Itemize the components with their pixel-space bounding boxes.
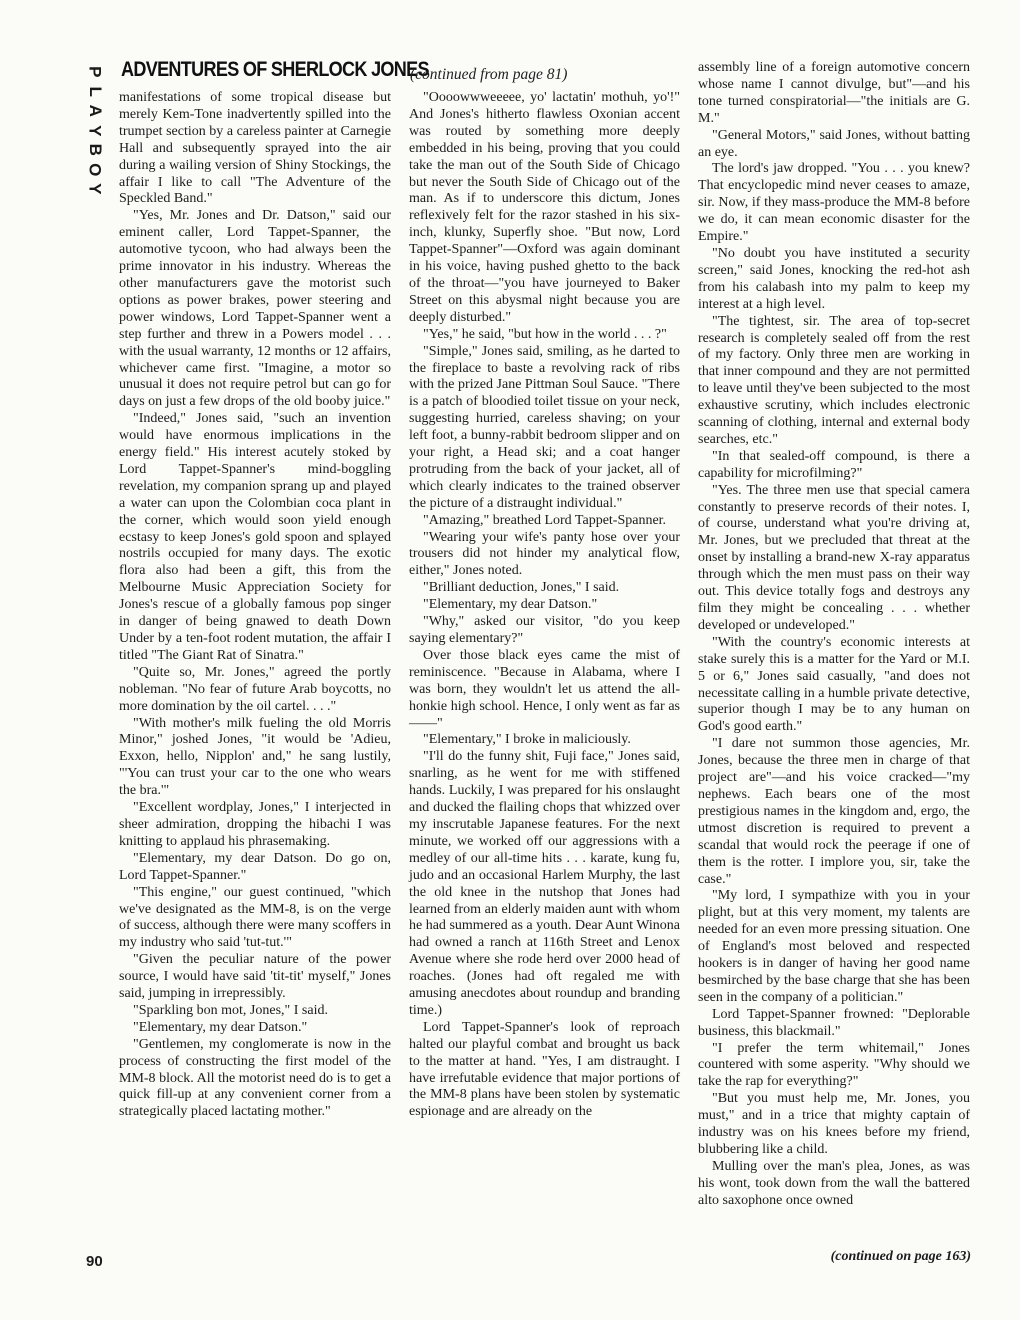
paragraph: "No doubt you have instituted a security screen," said Jones, knocking the red-hot ash from his calabash into my palm to keep my interest at a high level. [698,245,970,312]
magazine-letter: L [85,86,105,97]
paragraph: "Yes," he said, "but how in the world . . . ?" [423,326,667,342]
magazine-letter: A [85,104,105,117]
paragraph: Lord Tappet-Spanner's look of reproach halted our playful combat and brought us back to the matter at hand. "Yes, I am distraught. I have irrefutable evidence that major portions of the MM-8 plans have been stolen by systematic espionage and are already on the [409,1019,680,1120]
magazine-letter: P [85,66,105,78]
paragraph: "Elementary, my dear Datson." [133,1019,308,1035]
paragraph: "Amazing," breathed Lord Tappet-Spanner. [423,512,667,528]
paragraph: "Sparkling bon mot, Jones," I said. [133,1002,328,1018]
paragraph: "With the country's economic interests at stake surely this is a matter for the Yard or M.I. 5 or 6," Jones said casually, "and does not necessitate calling in a humble private detective, superior though I may be to any human on God's good earth." [698,634,970,735]
paragraph: "Oooowwweeeee, yo' lactatin' mothuh, yo'!" And Jones's hitherto flawless Oxonian accent was routed by something more deeply embedded in his being, proving that you could take the man out of the South Side of Chicago but never the South Side of Chicago out of the man. As if to underscore this dictum, Jones reflexively felt for the razor stashed in his six-inch, klunky, Superfly shoe. "But now, Lord Tappet-Spanner"—Oxford was again dominant in his voice, having pushed ghetto to the back of the throat—"you have journeyed to Baker Street on this abysmal night because you are deeply disturbed." [409,90,680,325]
text-column-1 [119,90,391,1121]
magazine-letter: B [85,143,105,156]
paragraph: "Elementary," I broke in maliciously. [423,732,631,748]
paragraph: "Elementary, my dear Datson." [423,597,598,613]
paragraph: "Elementary, my dear Datson. Do go on, Lord Tappet-Spanner." [119,850,391,883]
text-column-2 [409,90,680,1121]
magazine-name-vertical [84,62,106,199]
paragraph: Mulling over the man's plea, Jones, as was his wont, took down from the wall the battered alto saxophone once owned [698,1158,970,1208]
paragraph: "Indeed," Jones said, "such an invention would have enormous implications in the energy field." His interest acutely stoked by Lord Tappet-Spanner's mind-boggling revelation, my companion sprang up and played a water can upon the Colombian coca plant in the corner, which would soon yield enough ecstasy to keep Jones's gold spoon and splayed nostrils occupied for many days. The exotic flora also had been a gift, this from the Melbourne Music Appreciation Society for Jones's rescue of a globally famous pop singer in danger of being gnawed to death Down Under by a ten-foot rodent mutation, the affair I titled "The Giant Rat of Sinatra." [119,411,391,663]
paragraph: "Gentlemen, my conglomerate is now in the process of constructing the first model of the MM-8 block. All the motorist need do is to get a quick fill-up at any convenient corner from a strategically placed lactating mother." [119,1036,391,1120]
paragraph: "I dare not summon those agencies, Mr. Jones, because the three men in charge of that project are"—and his voice cracked—"my nephews. Each bears one of the most prestigious names in the kingdom and, ergo, the utmost discretion is required to prevent a scandal that would rock the peerage if one of them is the rotter. I implore you, sir, take the case." [698,736,970,887]
paragraph: "Simple," Jones said, smiling, as he darted to the fireplace to baste a revolving rack of ribs with the prized Jane Pittman Soul Sauce. "There is a patch of bloodied toilet tissue on your neck, suggesting hurried, careless shaving; on your left foot, a bunny-rabbit bedroom slipper and on your right, a Head ski; and a coat hanger protruding from the back of your jacket, all of which clearly indicates to the trained observer the picture of a distraught individual." [409,343,680,511]
paragraph: assembly line of a foreign automotive concern whose name I cannot divulge, but"—and his tone turned conspiratorial—"the initials are G. M." [698,60,970,126]
paragraph: Lord Tappet-Spanner frowned: "Deplorable business, this blackmail." [698,1006,970,1039]
paragraph: "I prefer the term whitemail," Jones countered with some asperity. "Why should we take the rap for everything?" [698,1040,970,1090]
magazine-letter: O [85,162,105,176]
continued-on-note: (continued on page 163) [830,1249,971,1264]
paragraph: "But you must help me, Mr. Jones, you must," and in a trice that mighty captain of industry was on his knees before my friend, blubbering like a child. [698,1091,970,1157]
page-number: 90 [86,1253,103,1270]
paragraph: "Yes. The three men use that special camera constantly to preserve records of their notes. I, of course, understand what you're driving at, Mr. Jones, but we precluded that threat at the onset by installing a brand-new X-ray apparatus through which the men must pass on their way out. This device totally fogs and destroys any film they might be concealing . . . whether developed or undeveloped." [698,482,970,633]
paragraph: manifestations of some tropical disease but merely Kem-Tone inadvertently spilled into the trumpet section by a careless painter at Carnegie Hall and subsequently sprayed into the air during a wailing version of Shiny Stockings, the affair I like to call "The Adventure of the Speckled Band." [119,90,391,207]
paragraph: "In that sealed-off compound, is there a capability for microfilming?" [698,448,970,481]
continued-from-note: (continued from page 81) [410,66,568,83]
paragraph: Over those black eyes came the mist of reminiscence. "Because in Alabama, where I was born, they wouldn't let us attend the all-honkie high school. Hence, I only went as far as——" [409,647,680,731]
paragraph: "Quite so, Mr. Jones," agreed the portly nobleman. "No fear of future Arab boycotts, no more domination by the oil cartel. . . ." [119,664,391,714]
paragraph: "Brilliant deduction, Jones," I said. [423,580,620,596]
paragraph: "Yes, Mr. Jones and Dr. Datson," said our eminent caller, Lord Tappet-Spanner, the automotive tycoon, who had always been the prime innovator in his industry. Whereas the other manufacturers gave the motorist such options as power brakes, power steering and power windows, Lord Tappet-Spanner went a step further and threw in a Powers model . . . with the usual warranty, 12 months or 12 affairs, whichever came first. "Imagine, a motor so unusual it does not require petrol but can go for days on just a few drops of the old booby juice." [119,208,391,410]
paragraph: "This engine," our guest continued, "which we've designated as the MM-8, is on the verge of success, although there were many scoffers in my industry who said 'tut-tut.'" [119,884,391,951]
paragraph: "Why," asked our visitor, "do you keep saying elementary?" [409,614,680,646]
article-title: ADVENTURES OF SHERLOCK JONES [121,58,429,81]
magazine-letter: Y [85,124,105,136]
paragraph: "The tightest, sir. The area of top-secret research is completely sealed off from the rest of my factory. Only three men are working in that inner compound and they are not permitted to leave until they've been subjected to the most exhaustive scrutiny, which includes electronic scanning of clothing, internal and external body searches, etc." [698,313,970,447]
magazine-letter: Y [85,183,105,195]
paragraph: "My lord, I sympathize with you in your plight, but at this very moment, my talents are needed for an even more pressing situation. One of England's most beloved and respected hookers is in danger of having her good name besmirched by the base charge that she has been seen in the company of a politician." [698,888,970,1005]
text-column-3 [698,60,970,1210]
paragraph: "General Motors," said Jones, without batting an eye. [698,127,970,160]
paragraph: "Excellent wordplay, Jones," I interjected in sheer admiration, dropping the hibachi I was knitting to applaud his phrasemaking. [119,800,391,849]
paragraph: "Given the peculiar nature of the power source, I would have said 'tit-tit' myself," Jones said, jumping in irrepressibly. [119,952,391,1002]
paragraph: "I'll do the funny shit, Fuji face," Jones said, snarling, as he went for me with stiffened hands. Luckily, I was prepared for his onslaught and ducked the flailing chops that whizzed over my inscrutable Japanese features. For the next minute, we worked off our aggressions with a medley of our all-time hits . . . karate, kung fu, judo and an occasional Harlem Murphy, the last the old knee in the nutshop that Jones had learned from an elderly maiden aunt with whom he had summered as a youth. Dear Aunt Winona had owned a ranch at 116th Street and Lenox Avenue where she rode herd over 2000 head of roaches. (Jones had oft regaled me with amusing anecdotes about roundup and branding time.) [409,749,680,1018]
paragraph: "Wearing your wife's panty hose over your trousers did not hinder my analytical flow, either," Jones noted. [409,529,680,579]
paragraph: The lord's jaw dropped. "You . . . you knew? That encyclopedic mind never ceases to amaze, sir. Now, if they mass-produce the MM-8 before we do, it can mean economic disaster for the Empire." [698,161,970,245]
paragraph: "With mother's milk fueling the old Morris Minor," joshed Jones, "it would be 'Adieu, Exxon, hello, Nipplon' and," he sang lustily, "'You can trust your car to the one who wears the bra.'" [119,715,391,799]
